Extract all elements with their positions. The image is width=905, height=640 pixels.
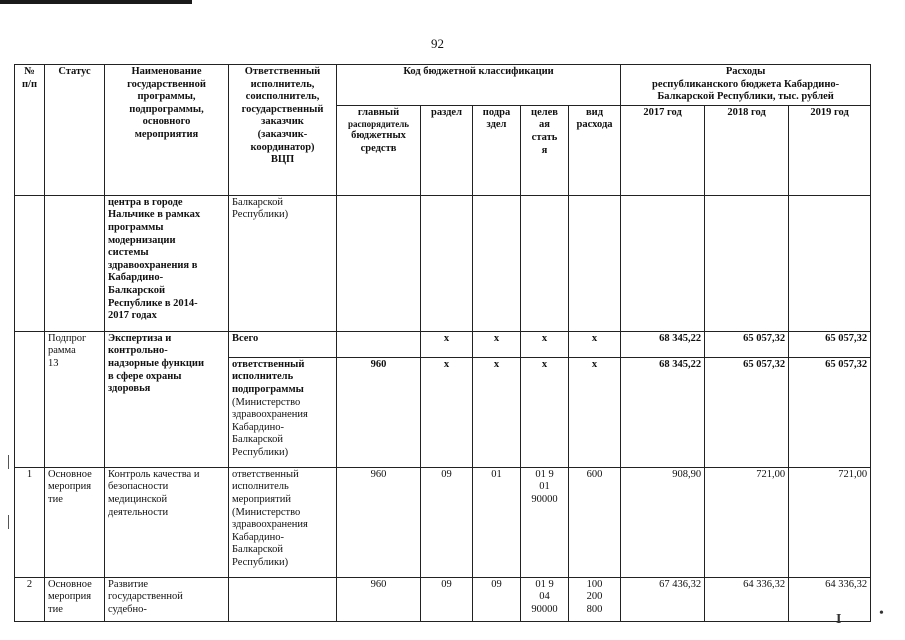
col-header-main-manager [337,105,421,195]
program-name: Экспертиза и контрольно- надзорные функции в сфере охраны здоровья [105,331,229,467]
table-row [15,467,871,577]
scan-dot: • [879,606,884,621]
scan-mark: I [836,612,842,627]
col-group-budget-code: Код бюджетной классификации [337,65,621,106]
section-cell: 09 [421,577,473,621]
target-item-cell: х [521,357,569,467]
value-2018: 65 057,32 [705,357,789,467]
responsible-cell: Всего [229,331,337,357]
subsection-cell: х [473,331,521,357]
responsible-rest: (Министерство здравоохранения Кабардино- Балкарской Республики) [232,396,308,458]
responsible-cell: Балкарской Республики) [229,195,337,331]
table-row [15,195,871,331]
table-row [15,331,871,357]
target-item-cell: х [521,331,569,357]
col-header-2018: 2018 год [705,105,789,195]
value-2017: 68 345,22 [621,357,705,467]
col-header-2019: 2019 год [789,105,871,195]
section-cell: х [421,357,473,467]
responsible-bold: ответственный исполнитель подпрограммы [232,358,305,395]
status-cell: Основное мероприя тие [45,467,105,577]
subsection-cell: х [473,357,521,467]
page-number: 92 [431,36,444,51]
main-manager-line2: распорядитель [347,119,410,130]
value-2019: 721,00 [789,467,871,577]
row-number: 2 [15,577,45,621]
responsible-cell [229,357,337,467]
program-name: центра в городе Нальчике в рамках программы модернизации системы здравоохранения в Кабардино- Балкарской Республике в 2014- 2017 годах [105,195,229,331]
expense-type-cell: 100 200 800 [569,577,621,621]
budget-table [14,64,871,622]
scan-edge-mark [8,455,9,469]
target-item-cell: 01 9 01 90000 [521,467,569,577]
value-2019: 65 057,32 [789,357,871,467]
col-header-expense-type: вид расхода [569,105,621,195]
top-rule [0,0,192,4]
expense-type-cell: х [569,331,621,357]
row-number: 1 [15,467,45,577]
value-2018: 65 057,32 [705,331,789,357]
value-2017: 68 345,22 [621,331,705,357]
subsection-cell: 09 [473,577,521,621]
value-2018: 64 336,32 [705,577,789,621]
section-cell: х [421,331,473,357]
subsection-cell: 01 [473,467,521,577]
expense-type-cell: х [569,357,621,467]
header-row-1 [15,65,871,106]
main-manager-cell: 960 [337,577,421,621]
scan-edge-mark [8,515,9,529]
value-2018: 721,00 [705,467,789,577]
col-header-no: № п/п [15,65,45,196]
main-manager-line1: главный [357,106,400,118]
program-name: Контроль качества и безопасности медицинской деятельности [105,467,229,577]
responsible-cell [229,577,337,621]
responsible-cell: ответственный исполнитель мероприятий (Министерство здравоохранения Кабардино- Балкарской Республики) [229,467,337,577]
col-group-expenses: Расходы республиканского бюджета Кабардино- Балкарской Республики, тыс. рублей [621,65,871,106]
expense-type-cell: 600 [569,467,621,577]
main-manager-cell: 960 [337,467,421,577]
value-2017: 67 436,32 [621,577,705,621]
program-name: Развитие государственной судебно- [105,577,229,621]
col-header-section: раздел [421,105,473,195]
col-header-status: Статус [45,65,105,196]
status-cell: Основное мероприя тие [45,577,105,621]
col-header-2017: 2017 год [621,105,705,195]
col-header-name: Наименование государственной программы, подпрограммы, основного мероприятия [105,65,229,196]
status-cell: Подпрог рамма 13 [45,331,105,467]
main-manager-cell: 960 [337,357,421,467]
col-header-responsible: Ответственный исполнитель, соисполнитель, государственный заказчик (заказчик- координатор) ВЦП [229,65,337,196]
table-row [15,577,871,621]
value-2017: 908,90 [621,467,705,577]
target-item-cell: 01 9 04 90000 [521,577,569,621]
value-2019: 64 336,32 [789,577,871,621]
col-header-target-item: целев ая стать я [521,105,569,195]
main-manager-line3: бюджетных средств [351,130,406,154]
col-header-subsection: подра здел [473,105,521,195]
value-2019: 65 057,32 [789,331,871,357]
section-cell: 09 [421,467,473,577]
